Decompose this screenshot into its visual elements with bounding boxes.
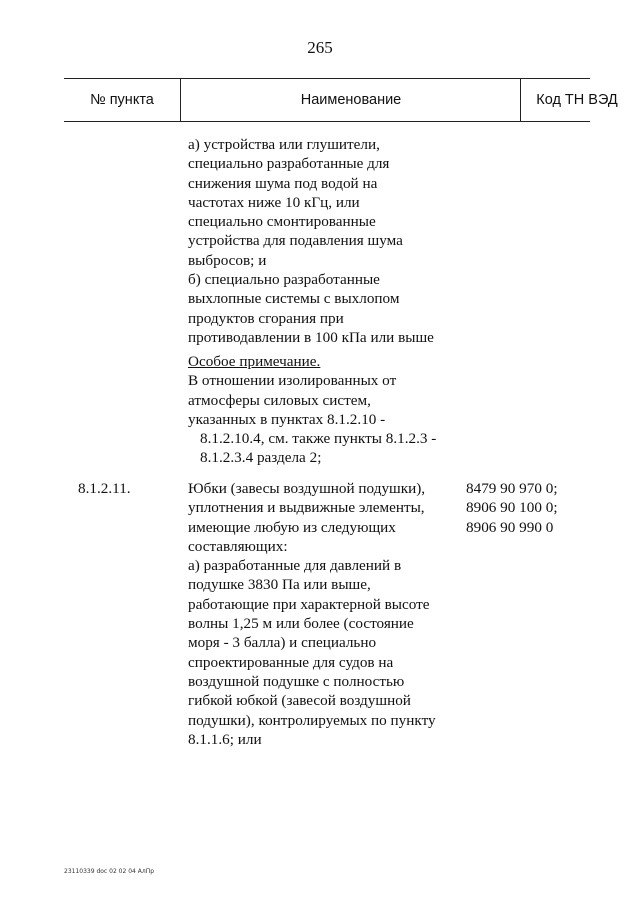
text-line: противодавлении в 100 кПа или выше: [188, 328, 434, 346]
text-line: волны 1,25 м или более (состояние: [188, 615, 414, 633]
text-line: подушке 3830 Па или выше,: [188, 576, 371, 594]
text-line: моря - 3 балла) и специально: [188, 634, 377, 652]
text-line: специально разработанные для: [188, 155, 390, 173]
item-description: [188, 479, 478, 749]
table-header: [64, 78, 618, 122]
text-line: атмосферы силовых систем,: [188, 391, 371, 409]
text-line: спроектированные для судов на: [188, 653, 394, 671]
text-line: имеющие любую из следующих: [188, 518, 396, 536]
column-header-name: Наименование: [180, 79, 521, 121]
text-line: 8.1.2.10.4, см. также пункты 8.1.2.3 -: [200, 430, 437, 448]
text-line: Юбки (завесы воздушной подушки),: [188, 480, 426, 497]
column-header-code: Код ТН ВЭД: [520, 79, 633, 121]
item-codes: [466, 479, 558, 537]
text-line: специально смонтированные: [188, 213, 376, 231]
text-line: частотах ниже 10 кГц, или: [188, 193, 360, 211]
text-line: 8.1.1.6; или: [188, 730, 262, 748]
special-note: [188, 352, 478, 468]
item-number: 8.1.2.11.: [78, 480, 131, 497]
text-line: а) разработанные для давлений в: [188, 557, 402, 575]
text-line: гибкой юбкой (завесой воздушной: [188, 692, 411, 710]
text-line: устройства для подавления шума: [188, 232, 403, 250]
text-line: а) устройства или глушители,: [188, 136, 380, 153]
text-line: составляющих:: [188, 537, 288, 555]
text-line: уплотнения и выдвижные элементы,: [188, 499, 425, 517]
text-line: выбросов; и: [188, 251, 267, 269]
text-line: 8.1.2.3.4 раздела 2;: [200, 449, 322, 467]
text-line: б) специально разработанные: [188, 271, 380, 289]
text-line: указанных в пунктах 8.1.2.10 -: [188, 410, 386, 428]
continued-item-text: [188, 135, 478, 347]
document-footer: 23110339 doc 02 02 04 АлПр: [64, 868, 155, 875]
tnved-code: 8906 90 990 0: [466, 518, 554, 536]
tnved-code: 8906 90 100 0;: [466, 499, 558, 517]
text-line: подушки), контролируемых по пункту: [188, 711, 436, 729]
text-line: продуктов сгорания при: [188, 309, 344, 327]
special-note-title: Особое примечание.: [188, 353, 321, 370]
column-header-number: № пункта: [90, 92, 154, 108]
text-line: В отношении изолированных от: [188, 372, 397, 390]
text-line: работающие при характерной высоте: [188, 595, 430, 613]
text-line: снижения шума под водой на: [188, 174, 378, 192]
tnved-code: 8479 90 970 0;: [466, 480, 558, 497]
text-line: выхлопные системы с выхлопом: [188, 290, 400, 308]
text-line: воздушной подушке с полностью: [188, 672, 405, 690]
page-number: 265: [307, 38, 333, 57]
